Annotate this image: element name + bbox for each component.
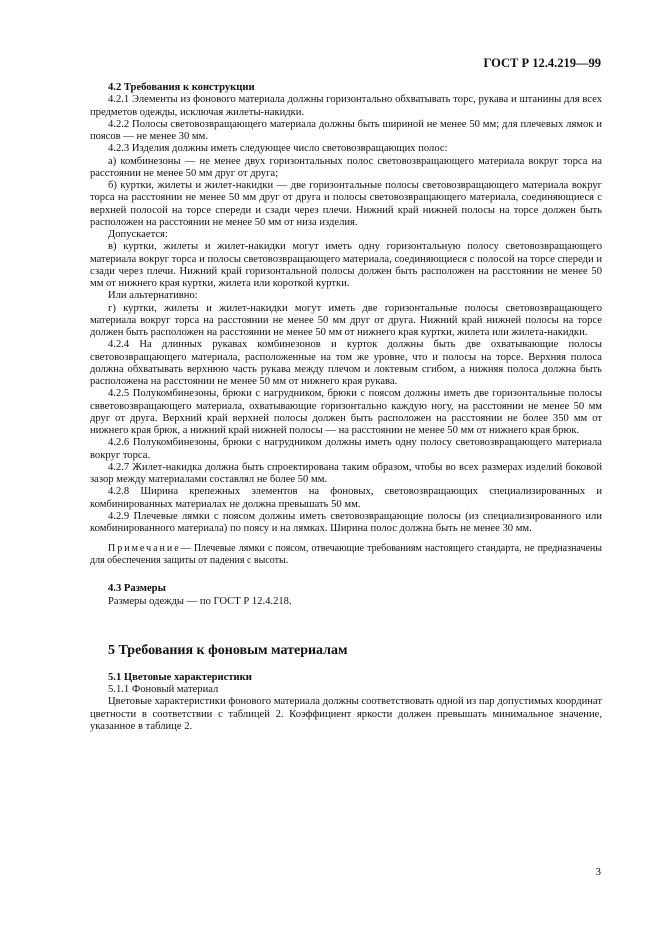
section-5-1-heading: 5.1 Цветовые характеристики (108, 671, 252, 683)
para-4-2-5: 4.2.5 Полукомбинезоны, брюки с нагрудником, брюки с поясом должны иметь две горизонтальные полосы свветовозвращающего материала, охватывающие горизонтально каждую ногу, на расстоянии не менее 50 мм друг от друга. Верхний край верхней полосы должен быть расположен на расстоянии не более 350 мм от нижнего края брюк, а нижний край нижней полосы — на расстоянии не менее 50 мм от нижнего края брюк. (90, 388, 602, 436)
section-5-1-1-heading: 5.1.1 Фоновый материал (108, 684, 219, 695)
para-4-2-9: 4.2.9 Плечевые лямки с поясом должны иметь световозвращающие полосы (из специализированного или комбинированного материала) по поясу и на лямках. Ширина полос должна быть не менее 30 мм. (90, 510, 602, 534)
note (90, 543, 602, 567)
page-number: 3 (595, 866, 601, 878)
para-4-2-3-v: в) куртки, жилеты и жилет-накидки могут иметь одну горизонтальную полосу световозвращающего материала вокруг торса и полосы световозвращающего материала, соединяющиеся с полосой на торсе спереди и сзади через плечи. Нижний край горизонтальной полосы должен быть расположен на расстоянии не менее 50 мм от нижнего края куртки, жилета или короткой куртки. (90, 241, 602, 289)
note-text: — Плечевые лямки с поясом, отвечающие требованиям настоящего стандарта, не предназначены для обеспечения защиты от падения с высоты. (90, 543, 602, 567)
para-4-3: Размеры одежды — по ГОСТ Р 12.4.218. (108, 595, 292, 607)
para-4-2-7: 4.2.7 Жилет-накидка должна быть спроектирована таким образом, чтобы во всех размерах изделий боковой зазор между материалами составлял не более 50 мм. (90, 461, 602, 485)
section-4-3-heading: 4.3 Размеры (108, 583, 166, 595)
para-4-2-1: 4.2.1 Элементы из фонового материала должны горизонтально обхватывать торс, рукава и штанины для всех предметов одежды, исключая жилеты-накидки. (90, 94, 602, 118)
para-4-2-6: 4.2.6 Полукомбинезоны, брюки с нагрудником должны иметь одну полосу световозвращающего материала вокруг торса. (90, 437, 602, 461)
para-4-2-4: 4.2.4 На длинных рукавах комбинезонов и курток должны быть две охватывающие полосы световозвращающего материала, расположенные на том же уровне, что и полосы на торсе. Верхняя полоса должна обхватывать верхнюю часть рукава между плечом и локтевым сгибом, а нижняя полоса должна быть расположена на расстоянии не менее 50 мм от нижнего края рукава. (90, 339, 602, 387)
section-5-heading: 5 Требования к фоновым материалам (108, 642, 348, 658)
para-4-2-2: 4.2.2 Полосы световозвращающего материала должны быть шириной не менее 50 мм; для плечевых лямок и поясов — не менее 30 мм. (90, 118, 602, 142)
para-allowed: Допускается: (108, 229, 168, 240)
standard-number: ГОСТ Р 12.4.219—99 (483, 56, 601, 70)
para-4-2-3-a: а) комбинезоны — не менее двух горизонтальных полос световозвращающего материала вокруг торса на расстоянии не менее 50 мм друг от друга; (90, 155, 602, 179)
page-content (90, 82, 602, 733)
section-4-2-heading: 4.2 Требования к конструкции (108, 82, 255, 93)
note-label: Примечание (108, 543, 181, 555)
para-4-2-3-b: б) куртки, жилеты и жилет-накидки — две горизонтальные полосы световозвращающего материала вокруг торса на расстоянии не менее 50 мм друг от друга и полосы световозвращающего материала, соединяющиеся с верхней полосой на торсе спереди и сзади через плечи. Нижний край нижней полосы на торсе должен быть расположен на расстоянии не менее 50 мм от низа изделия. (90, 180, 602, 228)
para-alternatively: Или альтернативно: (108, 290, 198, 302)
para-4-2-3: 4.2.3 Изделия должны иметь следующее число световозвращающих полос: (108, 143, 448, 155)
para-4-2-3-g: г) куртки, жилеты и жилет-накидки могут иметь две горизонтальные полосы световозвращающего материала вокруг торса на расстоянии не менее 50 мм друг от друга. Нижний край нижней полосы на торсе должен быть расположен на расстоянии не менее 50 мм от нижнего края куртки, жилета или жилета-накидки. (90, 302, 602, 338)
para-4-2-8: 4.2.8 Ширина крепежных элементов на фоновых, световозвращающих специализированных и комбинированных материалах не должна превышать 50 мм. (90, 486, 602, 510)
para-5-1-1: Цветовые характеристики фонового материала должны соответствовать одной из пар допустимых координат цветности в соответствии с таблицей 2. Коэффициент яркости должен превышать минимальное значение, указанное в таблице 2. (90, 696, 602, 732)
